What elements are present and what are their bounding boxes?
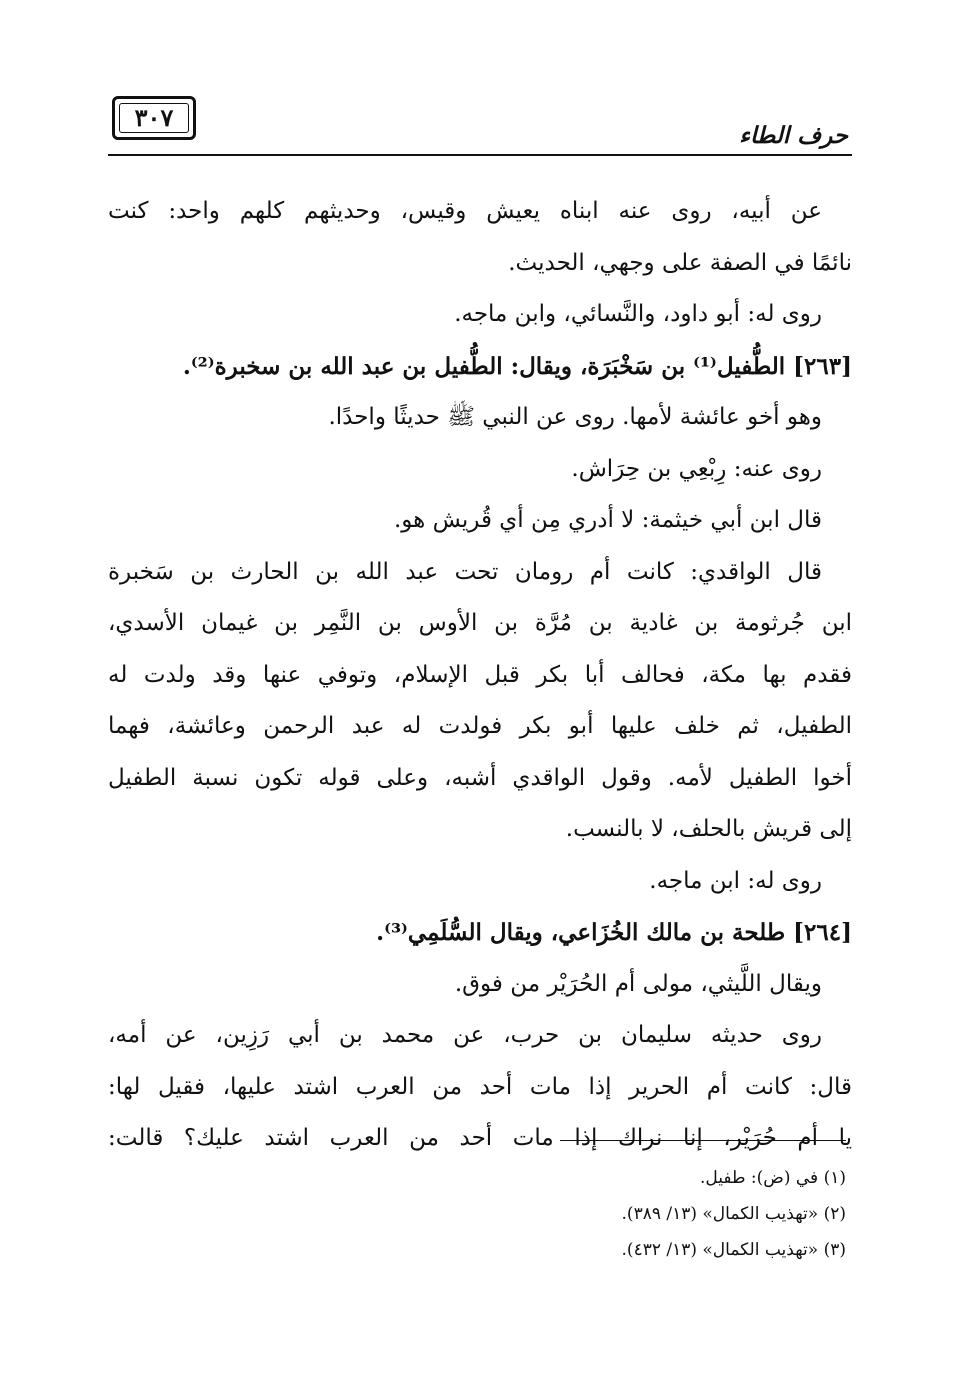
text-line: روى عنه: رِبْعِي بن حِرَاش.: [571, 455, 822, 482]
text-line: ويقال اللَّيثي، مولى أم الحُرَيْر من فوق.: [454, 970, 822, 997]
text-line: يا أم حُرَيْر، إنا نراك إذا مات أحد من العرب اشتد عليك؟ قالت:: [108, 1125, 852, 1151]
text-line: روى له: ابن ماجه.: [649, 867, 822, 894]
text-line: قال الواقدي: كانت أم رومان تحت عبد الله بن الحارث بن سَخبرة: [108, 558, 822, 585]
footnote-2: (٢) «تهذيب الكمال» (١٣/ ٣٨٩).: [621, 1204, 846, 1224]
text-line: قال ابن أبي خيثمة: لا أدري مِن أي قُريش هو.: [393, 507, 822, 533]
text-line: الطفيل، ثم خلف عليها أبو بكر فولدت له عبد الرحمن وعائشة، فهما: [108, 713, 852, 739]
text-line: قال: كانت أم الحرير إذا مات أحد من العرب اشتد عليها، فقيل لها:: [108, 1073, 852, 1100]
text-line: فقدم بها مكة، فحالف أبا بكر قبل الإسلام، وتوفي عنها وقد ولدت له: [108, 661, 852, 688]
main-text: [108, 186, 852, 1165]
footnote-1: (١) في (ض): طفيل.: [699, 1168, 846, 1188]
text-line: روى له: أبو داود، والنَّسائي، وابن ماجه.: [454, 301, 822, 327]
text-line: روى حديثه سليمان بن حرب، عن محمد بن أبي رَزِين، عن أمه،: [108, 1022, 822, 1048]
footnote-3: (٣) «تهذيب الكمال» (١٣/ ٤٣٢).: [621, 1240, 846, 1260]
text-line: وهو أخو عائشة لأمها. روى عن النبي ﷺ حديثًا واحدًا.: [328, 404, 822, 430]
running-head: حرف الطاء: [739, 122, 848, 149]
text-line: نائمًا في الصفة على وجهي، الحديث.: [508, 249, 852, 276]
text-line: أخوا الطفيل لأمه. وقول الواقدي أشبه، وعلى قوله تكون نسبة الطفيل: [108, 764, 852, 791]
text-line: عن أبيه، روى عنه ابناه يعيش وقيس، وحديثهم كلهم واحد: كنت: [108, 198, 822, 224]
text-line: إلى قريش بالحلف، لا بالنسب.: [565, 816, 852, 842]
entry-heading: [٢٦٤] طلحة بن مالك الخُزَاعي، ويقال السُّلَمِي⁽³⁾.: [376, 919, 852, 946]
page-number: ٣٠٧: [134, 103, 174, 132]
footnote-rule: [560, 1140, 846, 1141]
text-line: ابن جُرثومة بن غادية بن مُرَّة بن الأوس بن النَّمِر بن غيمان الأسدي،: [108, 610, 852, 636]
footnotes: [102, 1160, 846, 1268]
page-header: [108, 96, 852, 156]
page-number-box: [112, 96, 196, 140]
header-rule: [108, 154, 852, 156]
entry-heading: [٢٦٣] الطُّفيل⁽¹⁾ بن سَخْبَرَة، ويقال: الطُّفيل بن عبد الله بن سخبرة⁽²⁾.: [182, 352, 852, 380]
